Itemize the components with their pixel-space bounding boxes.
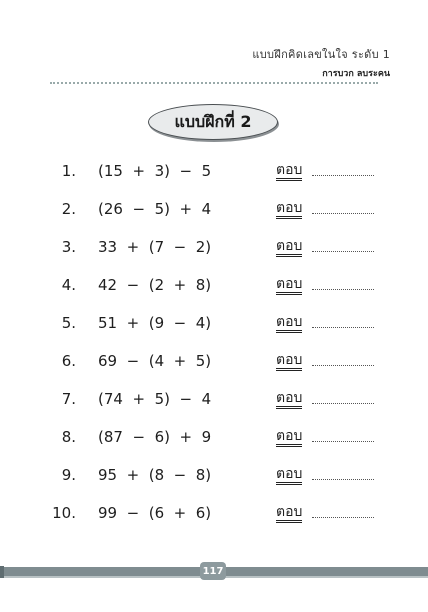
exercise-row [0, 314, 428, 338]
dotted-divider [50, 82, 378, 84]
exercise-number: 1. [61, 162, 76, 180]
exercise-row [0, 466, 428, 490]
exercise-number: 3. [61, 238, 76, 256]
exercise-expression: (87 − 6) + 9 [98, 428, 212, 446]
answer-label: ตอบ [276, 390, 302, 409]
answer-blank[interactable] [312, 175, 374, 176]
exercise-number: 9. [61, 466, 76, 484]
exercise-number: 2. [61, 200, 76, 218]
exercise-row [0, 504, 428, 528]
answer-label: ตอบ [276, 428, 302, 447]
answer-label: ตอบ [276, 314, 302, 333]
exercise-number: 6. [61, 352, 76, 370]
exercise-row [0, 428, 428, 452]
answer-blank[interactable] [312, 517, 374, 518]
answer-label: ตอบ [276, 238, 302, 257]
answer-label: ตอบ [276, 200, 302, 219]
exercise-row [0, 238, 428, 262]
header-subtitle: การบวก ลบระคน [322, 69, 390, 79]
exercise-row [0, 390, 428, 414]
answer-label: ตอบ [276, 466, 302, 485]
page-number: 117 [202, 565, 224, 577]
answer-blank[interactable] [312, 327, 374, 328]
answer-blank[interactable] [312, 441, 374, 442]
answer-blank[interactable] [312, 289, 374, 290]
answer-blank[interactable] [312, 365, 374, 366]
answer-label: ตอบ [276, 352, 302, 371]
exercise-row [0, 352, 428, 376]
exercise-expression: 69 − (4 + 5) [98, 352, 212, 370]
answer-blank[interactable] [312, 403, 374, 404]
exercise-row [0, 200, 428, 224]
exercise-expression: 51 + (9 − 4) [98, 314, 212, 332]
exercise-number: 7. [61, 390, 76, 408]
exercise-title: แบบฝึกที่ 2 [174, 111, 252, 131]
answer-blank[interactable] [312, 479, 374, 480]
exercise-expression: 33 + (7 − 2) [98, 238, 212, 256]
header-title: แบบฝึกคิดเลขในใจ ระดับ 1 [252, 48, 390, 61]
exercise-row [0, 276, 428, 300]
exercise-expression: (26 − 5) + 4 [98, 200, 212, 218]
exercise-title-badge [148, 104, 278, 140]
answer-blank[interactable] [312, 213, 374, 214]
answer-label: ตอบ [276, 276, 302, 295]
footer-left-tab [0, 566, 4, 578]
exercise-number: 5. [61, 314, 76, 332]
exercise-expression: 99 − (6 + 6) [98, 504, 212, 522]
exercise-number: 8. [61, 428, 76, 446]
exercise-expression: (74 + 5) − 4 [98, 390, 212, 408]
exercise-row [0, 162, 428, 186]
exercise-expression: 42 − (2 + 8) [98, 276, 212, 294]
exercise-number: 10. [52, 504, 76, 522]
exercise-expression: 95 + (8 − 8) [98, 466, 212, 484]
page-number-badge [200, 562, 226, 580]
exercise-number: 4. [61, 276, 76, 294]
answer-blank[interactable] [312, 251, 374, 252]
answer-label: ตอบ [276, 162, 302, 181]
exercise-expression: (15 + 3) − 5 [98, 162, 212, 180]
answer-label: ตอบ [276, 504, 302, 523]
